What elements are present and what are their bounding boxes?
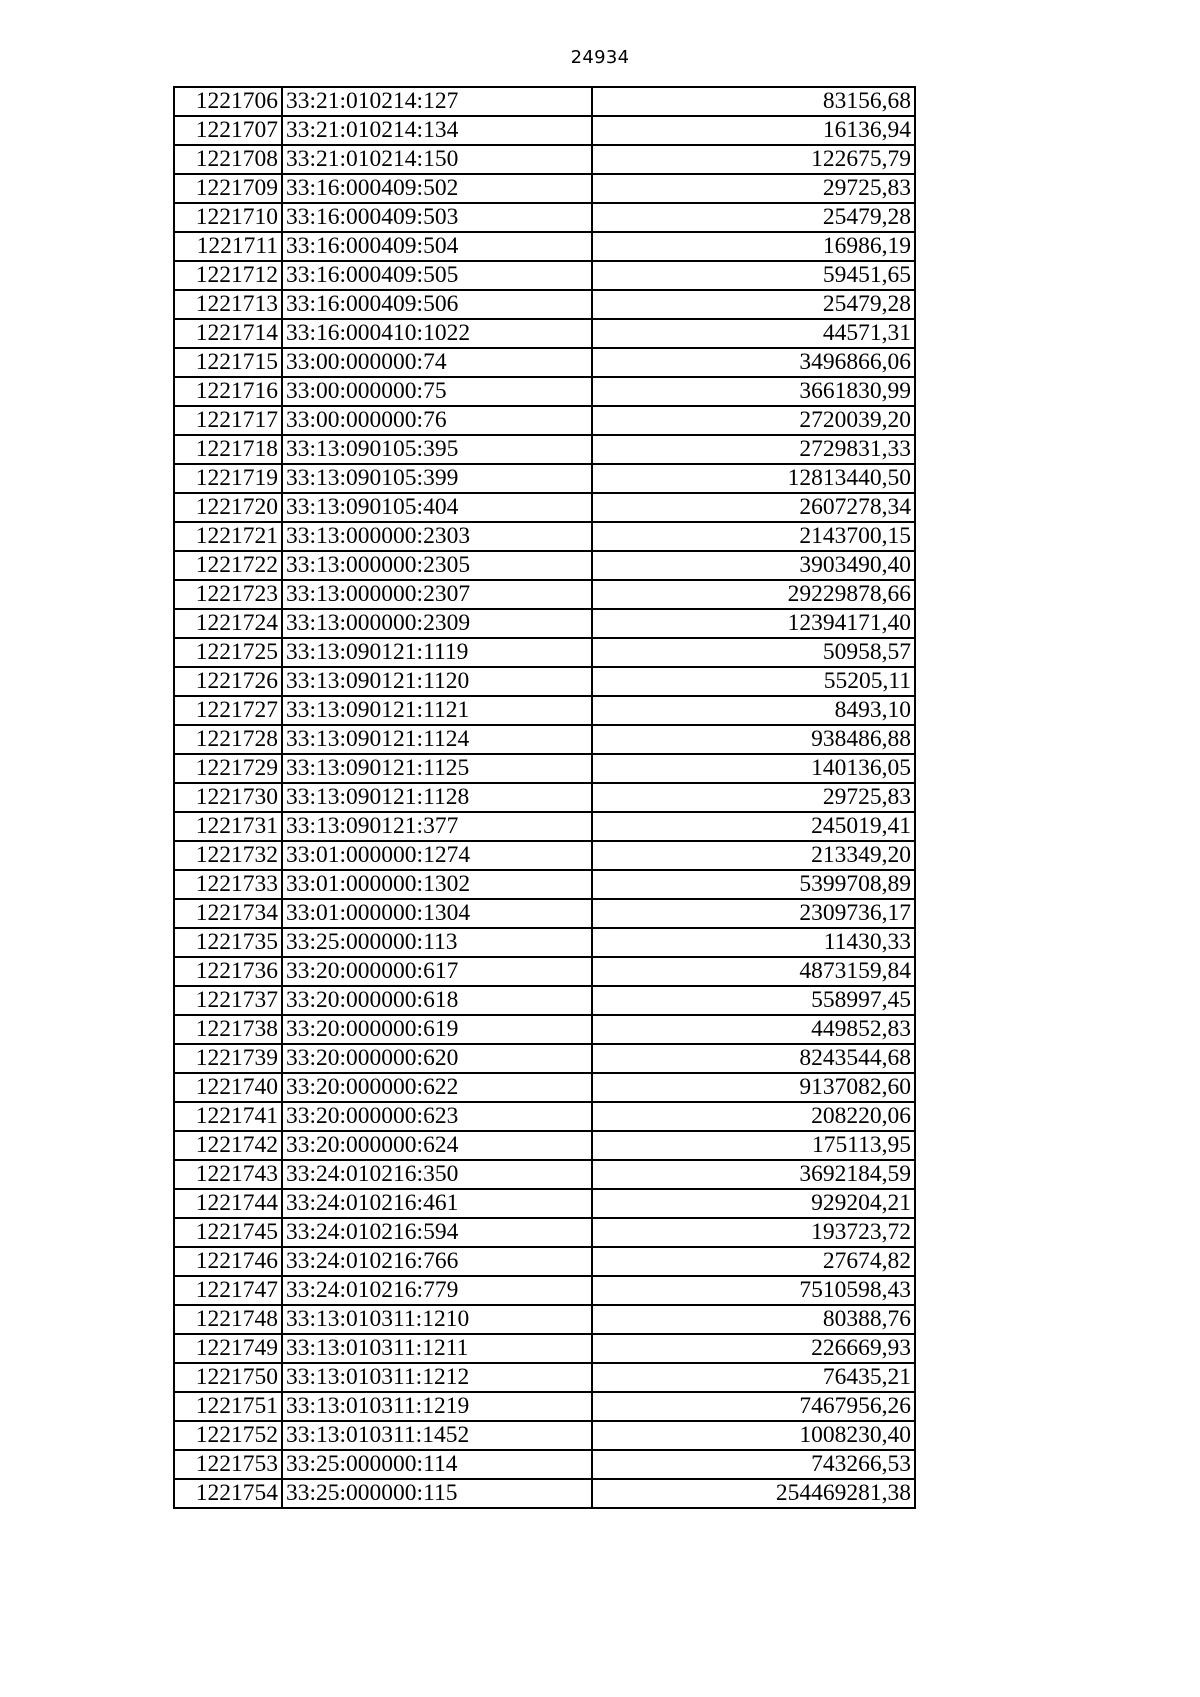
cadastral-number-cell: 33:13:010311:1211 [282, 1334, 592, 1363]
table-row [174, 899, 915, 928]
cadastral-number-cell: 33:25:000000:113 [282, 928, 592, 957]
value-cell: 3496866,06 [592, 348, 915, 377]
value-cell: 8243544,68 [592, 1044, 915, 1073]
cadastral-number-cell: 33:24:010216:350 [282, 1160, 592, 1189]
table-row [174, 1131, 915, 1160]
value-cell: 3661830,99 [592, 377, 915, 406]
table-row [174, 928, 915, 957]
table-row [174, 377, 915, 406]
cadastral-number-cell: 33:13:090121:1124 [282, 725, 592, 754]
row-id-cell: 1221751 [174, 1392, 282, 1421]
table-row [174, 1247, 915, 1276]
cadastral-number-cell: 33:16:000409:504 [282, 232, 592, 261]
row-id-cell: 1221719 [174, 464, 282, 493]
table-row [174, 638, 915, 667]
cadastral-number-cell: 33:13:090121:1120 [282, 667, 592, 696]
cadastral-number-cell: 33:13:090121:1121 [282, 696, 592, 725]
table-row [174, 783, 915, 812]
cadastral-number-cell: 33:20:000000:620 [282, 1044, 592, 1073]
value-cell: 2143700,15 [592, 522, 915, 551]
value-cell: 7467956,26 [592, 1392, 915, 1421]
cadastral-number-cell: 33:13:090121:377 [282, 812, 592, 841]
table-row [174, 1073, 915, 1102]
table-row [174, 667, 915, 696]
cadastral-number-cell: 33:20:000000:622 [282, 1073, 592, 1102]
value-cell: 4873159,84 [592, 957, 915, 986]
row-id-cell: 1221723 [174, 580, 282, 609]
cadastral-number-cell: 33:20:000000:618 [282, 986, 592, 1015]
table-row [174, 522, 915, 551]
page-number: 24934 [570, 47, 630, 68]
row-id-cell: 1221707 [174, 116, 282, 145]
row-id-cell: 1221710 [174, 203, 282, 232]
registry-table-body [174, 87, 915, 1508]
row-id-cell: 1221718 [174, 435, 282, 464]
table-row [174, 841, 915, 870]
row-id-cell: 1221736 [174, 957, 282, 986]
cadastral-number-cell: 33:25:000000:115 [282, 1479, 592, 1508]
cadastral-number-cell: 33:13:090121:1128 [282, 783, 592, 812]
cadastral-number-cell: 33:20:000000:623 [282, 1102, 592, 1131]
row-id-cell: 1221749 [174, 1334, 282, 1363]
row-id-cell: 1221750 [174, 1363, 282, 1392]
table-row [174, 464, 915, 493]
row-id-cell: 1221720 [174, 493, 282, 522]
table-row [174, 1160, 915, 1189]
value-cell: 12813440,50 [592, 464, 915, 493]
table-row [174, 696, 915, 725]
value-cell: 59451,65 [592, 261, 915, 290]
row-id-cell: 1221728 [174, 725, 282, 754]
cadastral-number-cell: 33:16:000409:503 [282, 203, 592, 232]
row-id-cell: 1221714 [174, 319, 282, 348]
cadastral-number-cell: 33:13:000000:2303 [282, 522, 592, 551]
table-row [174, 870, 915, 899]
table-row [174, 435, 915, 464]
row-id-cell: 1221724 [174, 609, 282, 638]
row-id-cell: 1221737 [174, 986, 282, 1015]
value-cell: 7510598,43 [592, 1276, 915, 1305]
value-cell: 25479,28 [592, 203, 915, 232]
table-row [174, 290, 915, 319]
row-id-cell: 1221742 [174, 1131, 282, 1160]
value-cell: 743266,53 [592, 1450, 915, 1479]
cadastral-number-cell: 33:25:000000:114 [282, 1450, 592, 1479]
cadastral-number-cell: 33:00:000000:74 [282, 348, 592, 377]
row-id-cell: 1221739 [174, 1044, 282, 1073]
value-cell: 5399708,89 [592, 870, 915, 899]
value-cell: 29229878,66 [592, 580, 915, 609]
table-row [174, 754, 915, 783]
value-cell: 2720039,20 [592, 406, 915, 435]
cadastral-number-cell: 33:01:000000:1274 [282, 841, 592, 870]
table-row [174, 406, 915, 435]
cadastral-number-cell: 33:24:010216:779 [282, 1276, 592, 1305]
row-id-cell: 1221753 [174, 1450, 282, 1479]
value-cell: 558997,45 [592, 986, 915, 1015]
table-row [174, 551, 915, 580]
value-cell: 29725,83 [592, 783, 915, 812]
value-cell: 29725,83 [592, 174, 915, 203]
row-id-cell: 1221747 [174, 1276, 282, 1305]
row-id-cell: 1221727 [174, 696, 282, 725]
value-cell: 8493,10 [592, 696, 915, 725]
value-cell: 11430,33 [592, 928, 915, 957]
value-cell: 254469281,38 [592, 1479, 915, 1508]
cadastral-number-cell: 33:13:090105:404 [282, 493, 592, 522]
table-row [174, 87, 915, 116]
value-cell: 27674,82 [592, 1247, 915, 1276]
table-row [174, 1392, 915, 1421]
value-cell: 76435,21 [592, 1363, 915, 1392]
table-row [174, 174, 915, 203]
table-row [174, 725, 915, 754]
row-id-cell: 1221731 [174, 812, 282, 841]
row-id-cell: 1221713 [174, 290, 282, 319]
table-row [174, 145, 915, 174]
row-id-cell: 1221740 [174, 1073, 282, 1102]
cadastral-number-cell: 33:01:000000:1304 [282, 899, 592, 928]
row-id-cell: 1221721 [174, 522, 282, 551]
cadastral-number-cell: 33:24:010216:766 [282, 1247, 592, 1276]
value-cell: 44571,31 [592, 319, 915, 348]
value-cell: 226669,93 [592, 1334, 915, 1363]
value-cell: 50958,57 [592, 638, 915, 667]
row-id-cell: 1221725 [174, 638, 282, 667]
table-row [174, 1189, 915, 1218]
row-id-cell: 1221729 [174, 754, 282, 783]
cadastral-number-cell: 33:21:010214:127 [282, 87, 592, 116]
table-row [174, 1044, 915, 1073]
cadastral-number-cell: 33:21:010214:134 [282, 116, 592, 145]
value-cell: 193723,72 [592, 1218, 915, 1247]
table-row [174, 319, 915, 348]
value-cell: 1008230,40 [592, 1421, 915, 1450]
table-row [174, 986, 915, 1015]
cadastral-number-cell: 33:13:090121:1119 [282, 638, 592, 667]
value-cell: 140136,05 [592, 754, 915, 783]
row-id-cell: 1221706 [174, 87, 282, 116]
row-id-cell: 1221738 [174, 1015, 282, 1044]
table-row [174, 1450, 915, 1479]
row-id-cell: 1221711 [174, 232, 282, 261]
table-row [174, 1363, 915, 1392]
cadastral-number-cell: 33:16:000410:1022 [282, 319, 592, 348]
value-cell: 25479,28 [592, 290, 915, 319]
row-id-cell: 1221708 [174, 145, 282, 174]
value-cell: 16986,19 [592, 232, 915, 261]
table-row [174, 261, 915, 290]
table-row [174, 1218, 915, 1247]
table-row [174, 1421, 915, 1450]
cadastral-number-cell: 33:13:010311:1210 [282, 1305, 592, 1334]
cadastral-number-cell: 33:13:090121:1125 [282, 754, 592, 783]
value-cell: 12394171,40 [592, 609, 915, 638]
cadastral-number-cell: 33:13:000000:2309 [282, 609, 592, 638]
cadastral-number-cell: 33:24:010216:461 [282, 1189, 592, 1218]
value-cell: 245019,41 [592, 812, 915, 841]
row-id-cell: 1221735 [174, 928, 282, 957]
row-id-cell: 1221717 [174, 406, 282, 435]
table-row [174, 493, 915, 522]
cadastral-number-cell: 33:00:000000:75 [282, 377, 592, 406]
row-id-cell: 1221743 [174, 1160, 282, 1189]
value-cell: 929204,21 [592, 1189, 915, 1218]
row-id-cell: 1221712 [174, 261, 282, 290]
cadastral-number-cell: 33:24:010216:594 [282, 1218, 592, 1247]
value-cell: 83156,68 [592, 87, 915, 116]
cadastral-number-cell: 33:16:000409:506 [282, 290, 592, 319]
table-row [174, 116, 915, 145]
cadastral-number-cell: 33:13:090105:395 [282, 435, 592, 464]
row-id-cell: 1221730 [174, 783, 282, 812]
value-cell: 2309736,17 [592, 899, 915, 928]
row-id-cell: 1221715 [174, 348, 282, 377]
table-row [174, 1102, 915, 1131]
table-row [174, 580, 915, 609]
cadastral-number-cell: 33:21:010214:150 [282, 145, 592, 174]
table-row [174, 1276, 915, 1305]
row-id-cell: 1221754 [174, 1479, 282, 1508]
table-row [174, 203, 915, 232]
row-id-cell: 1221745 [174, 1218, 282, 1247]
row-id-cell: 1221746 [174, 1247, 282, 1276]
cadastral-number-cell: 33:16:000409:502 [282, 174, 592, 203]
row-id-cell: 1221744 [174, 1189, 282, 1218]
row-id-cell: 1221722 [174, 551, 282, 580]
table-row [174, 1479, 915, 1508]
value-cell: 175113,95 [592, 1131, 915, 1160]
value-cell: 2607278,34 [592, 493, 915, 522]
row-id-cell: 1221752 [174, 1421, 282, 1450]
cadastral-number-cell: 33:13:010311:1212 [282, 1363, 592, 1392]
value-cell: 3692184,59 [592, 1160, 915, 1189]
row-id-cell: 1221709 [174, 174, 282, 203]
row-id-cell: 1221733 [174, 870, 282, 899]
row-id-cell: 1221741 [174, 1102, 282, 1131]
cadastral-number-cell: 33:00:000000:76 [282, 406, 592, 435]
value-cell: 16136,94 [592, 116, 915, 145]
table-row [174, 609, 915, 638]
value-cell: 938486,88 [592, 725, 915, 754]
cadastral-number-cell: 33:13:000000:2307 [282, 580, 592, 609]
value-cell: 2729831,33 [592, 435, 915, 464]
cadastral-number-cell: 33:01:000000:1302 [282, 870, 592, 899]
cadastral-number-cell: 33:13:090105:399 [282, 464, 592, 493]
table-row [174, 1334, 915, 1363]
value-cell: 213349,20 [592, 841, 915, 870]
value-cell: 449852,83 [592, 1015, 915, 1044]
cadastral-number-cell: 33:13:000000:2305 [282, 551, 592, 580]
row-id-cell: 1221726 [174, 667, 282, 696]
table-row [174, 812, 915, 841]
table-row [174, 1015, 915, 1044]
row-id-cell: 1221716 [174, 377, 282, 406]
value-cell: 122675,79 [592, 145, 915, 174]
value-cell: 80388,76 [592, 1305, 915, 1334]
cadastral-number-cell: 33:16:000409:505 [282, 261, 592, 290]
value-cell: 3903490,40 [592, 551, 915, 580]
table-row [174, 957, 915, 986]
cadastral-number-cell: 33:13:010311:1452 [282, 1421, 592, 1450]
row-id-cell: 1221734 [174, 899, 282, 928]
table-row [174, 1305, 915, 1334]
value-cell: 9137082,60 [592, 1073, 915, 1102]
cadastral-number-cell: 33:20:000000:624 [282, 1131, 592, 1160]
value-cell: 208220,06 [592, 1102, 915, 1131]
table-row [174, 232, 915, 261]
row-id-cell: 1221748 [174, 1305, 282, 1334]
registry-table [173, 86, 916, 1509]
value-cell: 55205,11 [592, 667, 915, 696]
table-row [174, 348, 915, 377]
row-id-cell: 1221732 [174, 841, 282, 870]
cadastral-number-cell: 33:13:010311:1219 [282, 1392, 592, 1421]
cadastral-number-cell: 33:20:000000:617 [282, 957, 592, 986]
cadastral-number-cell: 33:20:000000:619 [282, 1015, 592, 1044]
